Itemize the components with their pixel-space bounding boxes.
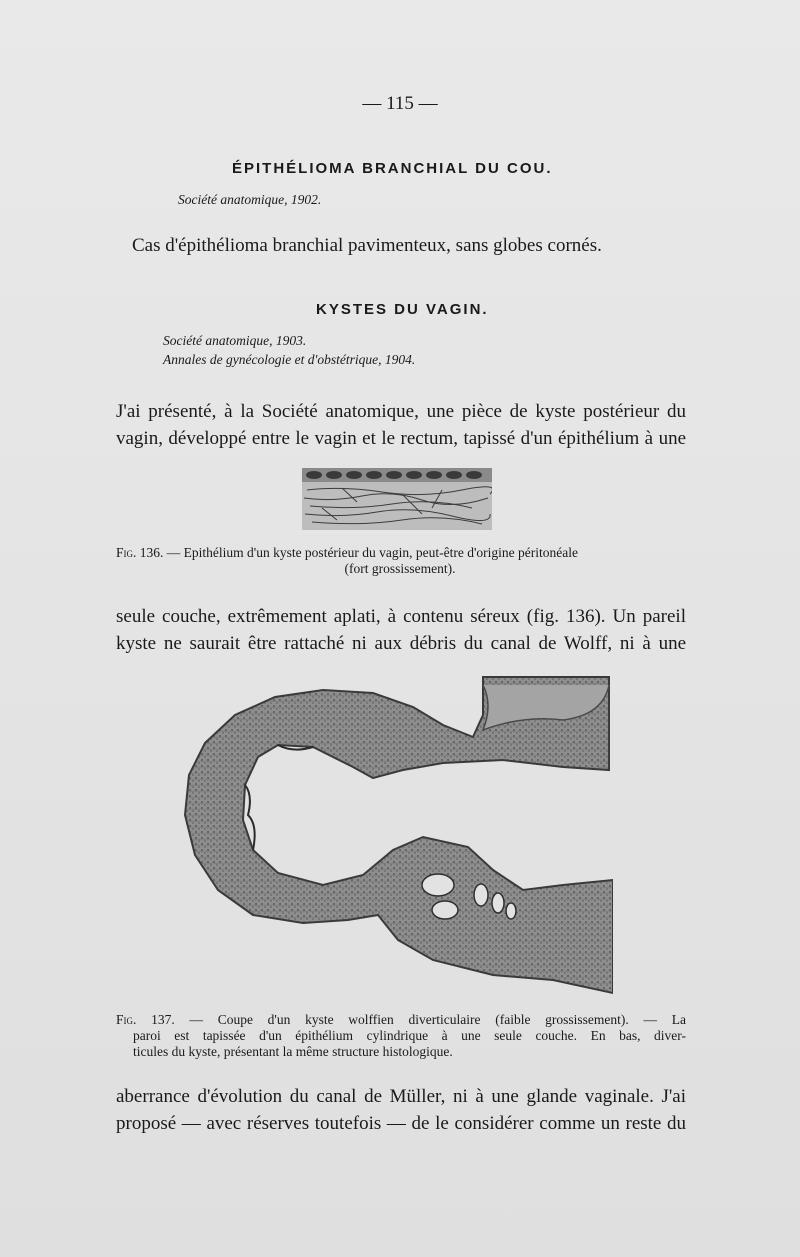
caption-line: paroi est tapissée d'un épithélium cylindrique à une seule couche. En bas, diver-	[133, 1028, 686, 1043]
figure-136-label: Fig. 136.	[116, 545, 164, 560]
section-title-kystes: KYSTES DU VAGIN.	[316, 301, 489, 318]
figure-137-caption	[116, 1012, 686, 1060]
section-title-epithelioma: ÉPITHÉLIOMA BRANCHIAL DU COU.	[232, 160, 553, 177]
figure-137-cyst-drawing	[183, 675, 613, 995]
paragraph-line: J'ai présenté, à la Société anatomique, une pièce de kyste postérieur du	[116, 401, 686, 422]
reference-annales-1904: Annales de gynécologie et d'obstétrique, 1904.	[163, 352, 416, 367]
paragraph-3	[116, 1083, 686, 1137]
figure-136-caption	[116, 545, 684, 577]
paragraph-line: proposé — avec réserves toutefois — de le considérer comme un reste du	[116, 1113, 686, 1134]
section1-text: Cas d'épithélioma branchial pavimenteux, sans globes cornés.	[132, 235, 602, 256]
page-number: — 115 —	[362, 93, 438, 114]
figure-136-epithelium-drawing	[302, 468, 492, 530]
paragraph-line: vagin, développé entre le vagin et le rectum, tapissé d'un épithélium à une	[116, 428, 686, 449]
reference-societe-1903: Société anatomique, 1903.	[163, 333, 307, 348]
caption-line: — Coupe d'un kyste wolffien diverticulaire (faible grossissement). — La	[174, 1012, 686, 1027]
paragraph-line: seule couche, extrêmement aplati, à contenu séreux (fig. 136). Un pareil	[116, 606, 686, 627]
caption-line: — Epithélium d'un kyste postérieur du vagin, peut-être d'origine péritonéale	[163, 545, 579, 560]
paragraph-1	[116, 398, 686, 452]
caption-line: (fort grossissement).	[344, 561, 456, 576]
caption-line: ticules du kyste, présentant la même structure histologique.	[133, 1044, 453, 1059]
paragraph-line: aberrance d'évolution du canal de Müller, ni à une glande vaginale. J'ai	[116, 1086, 686, 1107]
paragraph-line: kyste ne saurait être rattaché ni aux débris du canal de Wolff, ni à une	[116, 633, 686, 654]
paragraph-2	[116, 603, 686, 657]
figure-137-label: Fig. 137.	[116, 1012, 175, 1027]
reference-societe-1902: Société anatomique, 1902.	[178, 192, 322, 207]
